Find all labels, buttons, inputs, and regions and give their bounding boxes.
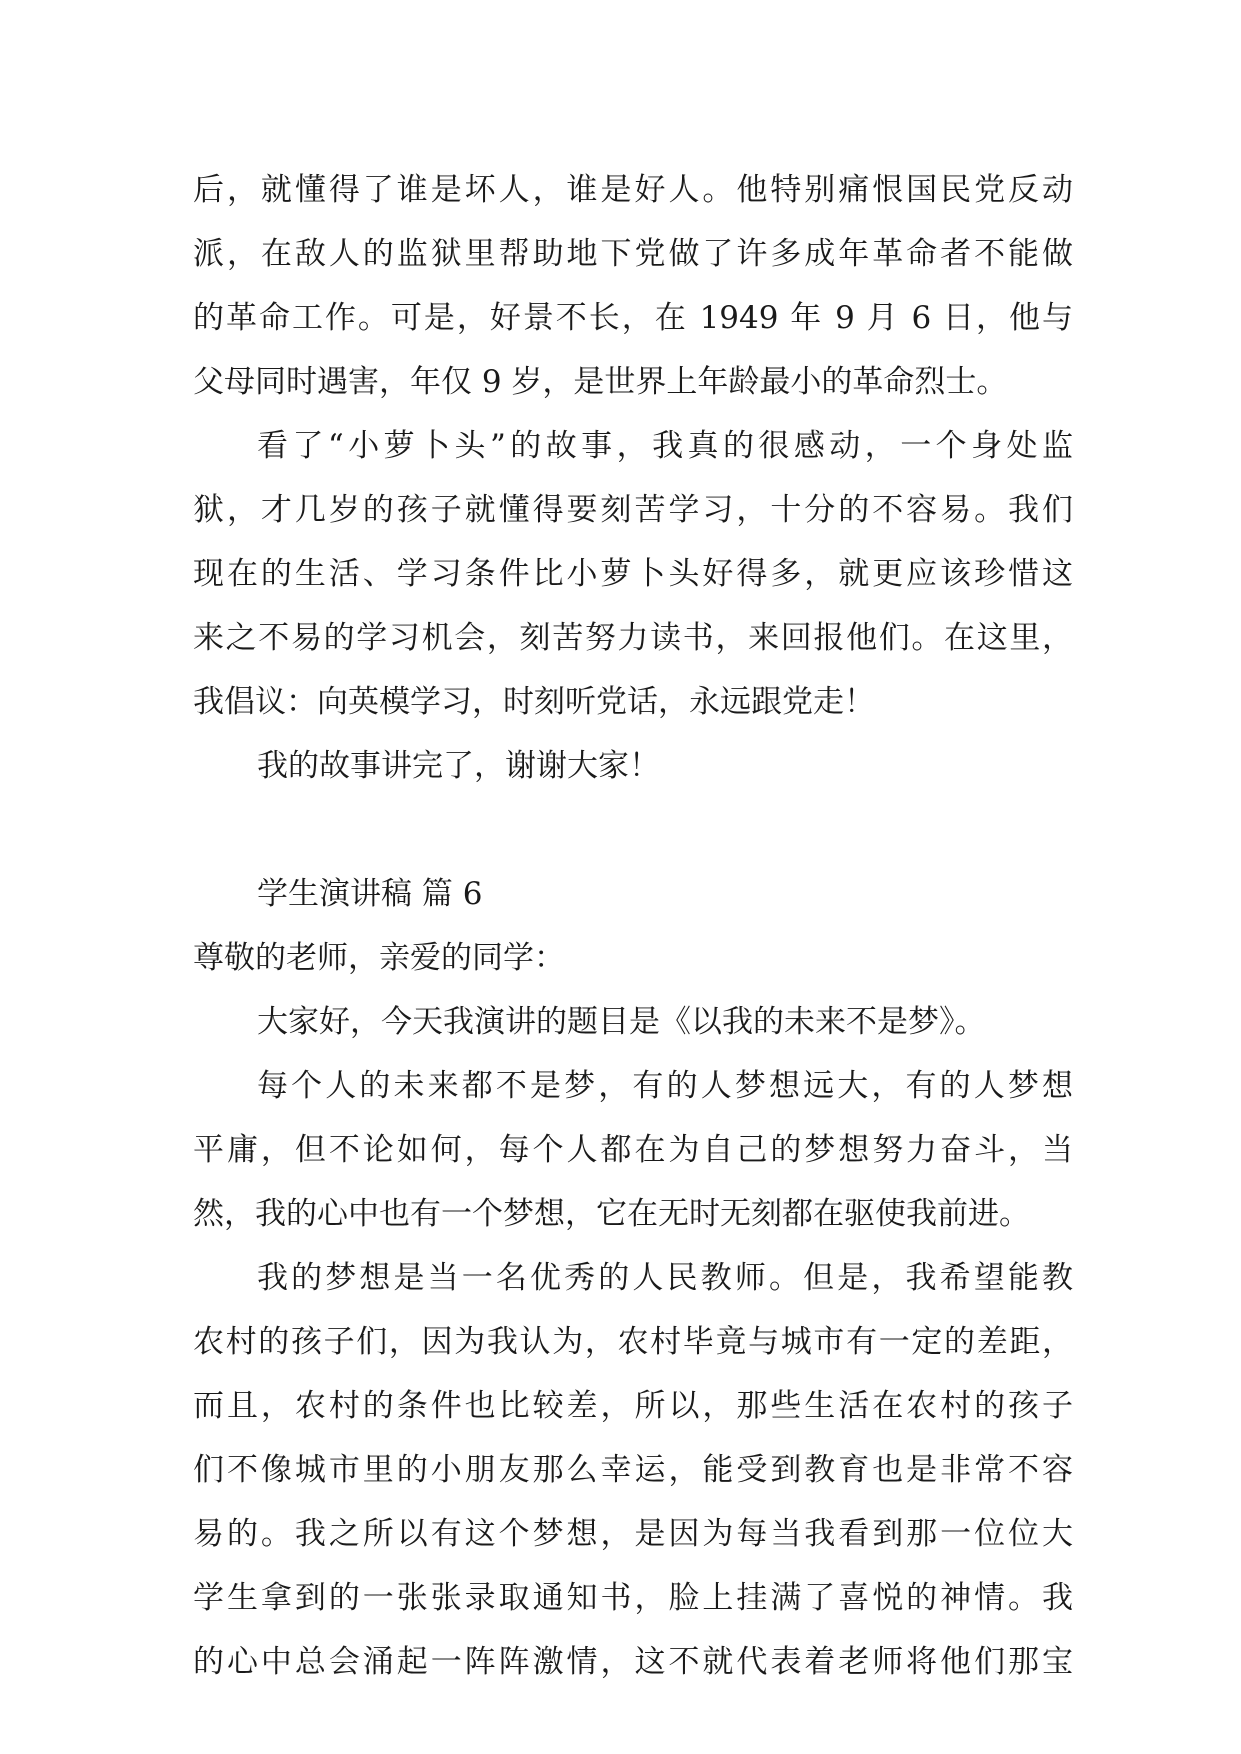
text-line: 看了“小萝卜头”的故事，我真的很感动，一个身处监 — [257, 428, 1073, 464]
text-line: 平庸，但不论如何，每个人都在为自己的梦想努力奋斗，当 — [193, 1132, 1073, 1168]
speech-5-ending — [193, 158, 1073, 798]
text-line: 每个人的未来都不是梦，有的人梦想远大，有的人梦想 — [257, 1068, 1073, 1104]
speech-6-body — [193, 926, 1073, 1694]
text-line: 我倡议：向英模学习，时刻听党话，永远跟党走！ — [193, 684, 875, 720]
text-line: 农村的孩子们，因为我认为，农村毕竟与城市有一定的差距， — [193, 1324, 1073, 1360]
text-line: 的心中总会涌起一阵阵激情，这不就代表着老师将他们那宝 — [193, 1644, 1073, 1680]
text-line: 父母同时遇害，年仅 9 岁，是世界上年龄最小的革命烈士。 — [193, 364, 1008, 400]
text-line: 狱，才几岁的孩子就懂得要刻苦学习，十分的不容易。我们 — [193, 492, 1073, 528]
text-line: 的革命工作。可是，好景不长，在 1949 年 9 月 6 日，他与 — [193, 300, 1073, 336]
text-line: 大家好，今天我演讲的题目是《以我的未来不是梦》。 — [257, 1004, 986, 1040]
text-line: 易的。我之所以有这个梦想，是因为每当我看到那一位位大 — [193, 1516, 1073, 1552]
section-title: 学生演讲稿 篇 6 — [257, 876, 483, 912]
text-line: 来之不易的学习机会，刻苦努力读书，来回报他们。在这里， — [193, 620, 1073, 656]
text-line: 们不像城市里的小朋友那么幸运，能受到教育也是非常不容 — [193, 1452, 1073, 1488]
text-line: 学生拿到的一张张录取通知书，脸上挂满了喜悦的神情。我 — [193, 1580, 1073, 1616]
text-line: 派，在敌人的监狱里帮助地下党做了许多成年革命者不能做 — [193, 236, 1073, 272]
text-line: 而且，农村的条件也比较差，所以，那些生活在农村的孩子 — [193, 1388, 1073, 1424]
text-line: 然，我的心中也有一个梦想，它在无时无刻都在驱使我前进。 — [193, 1196, 1030, 1232]
text-line: 现在的生活、学习条件比小萝卜头好得多，就更应该珍惜这 — [193, 556, 1073, 592]
text-line: 我的梦想是当一名优秀的人民教师。但是，我希望能教 — [257, 1260, 1073, 1296]
text-line: 尊敬的老师，亲爱的同学： — [193, 940, 565, 976]
text-line: 后，就懂得了谁是坏人，谁是好人。他特别痛恨国民党反动 — [193, 172, 1073, 208]
document-body — [193, 158, 1073, 1694]
text-line: 我的故事讲完了，谢谢大家！ — [257, 748, 660, 784]
